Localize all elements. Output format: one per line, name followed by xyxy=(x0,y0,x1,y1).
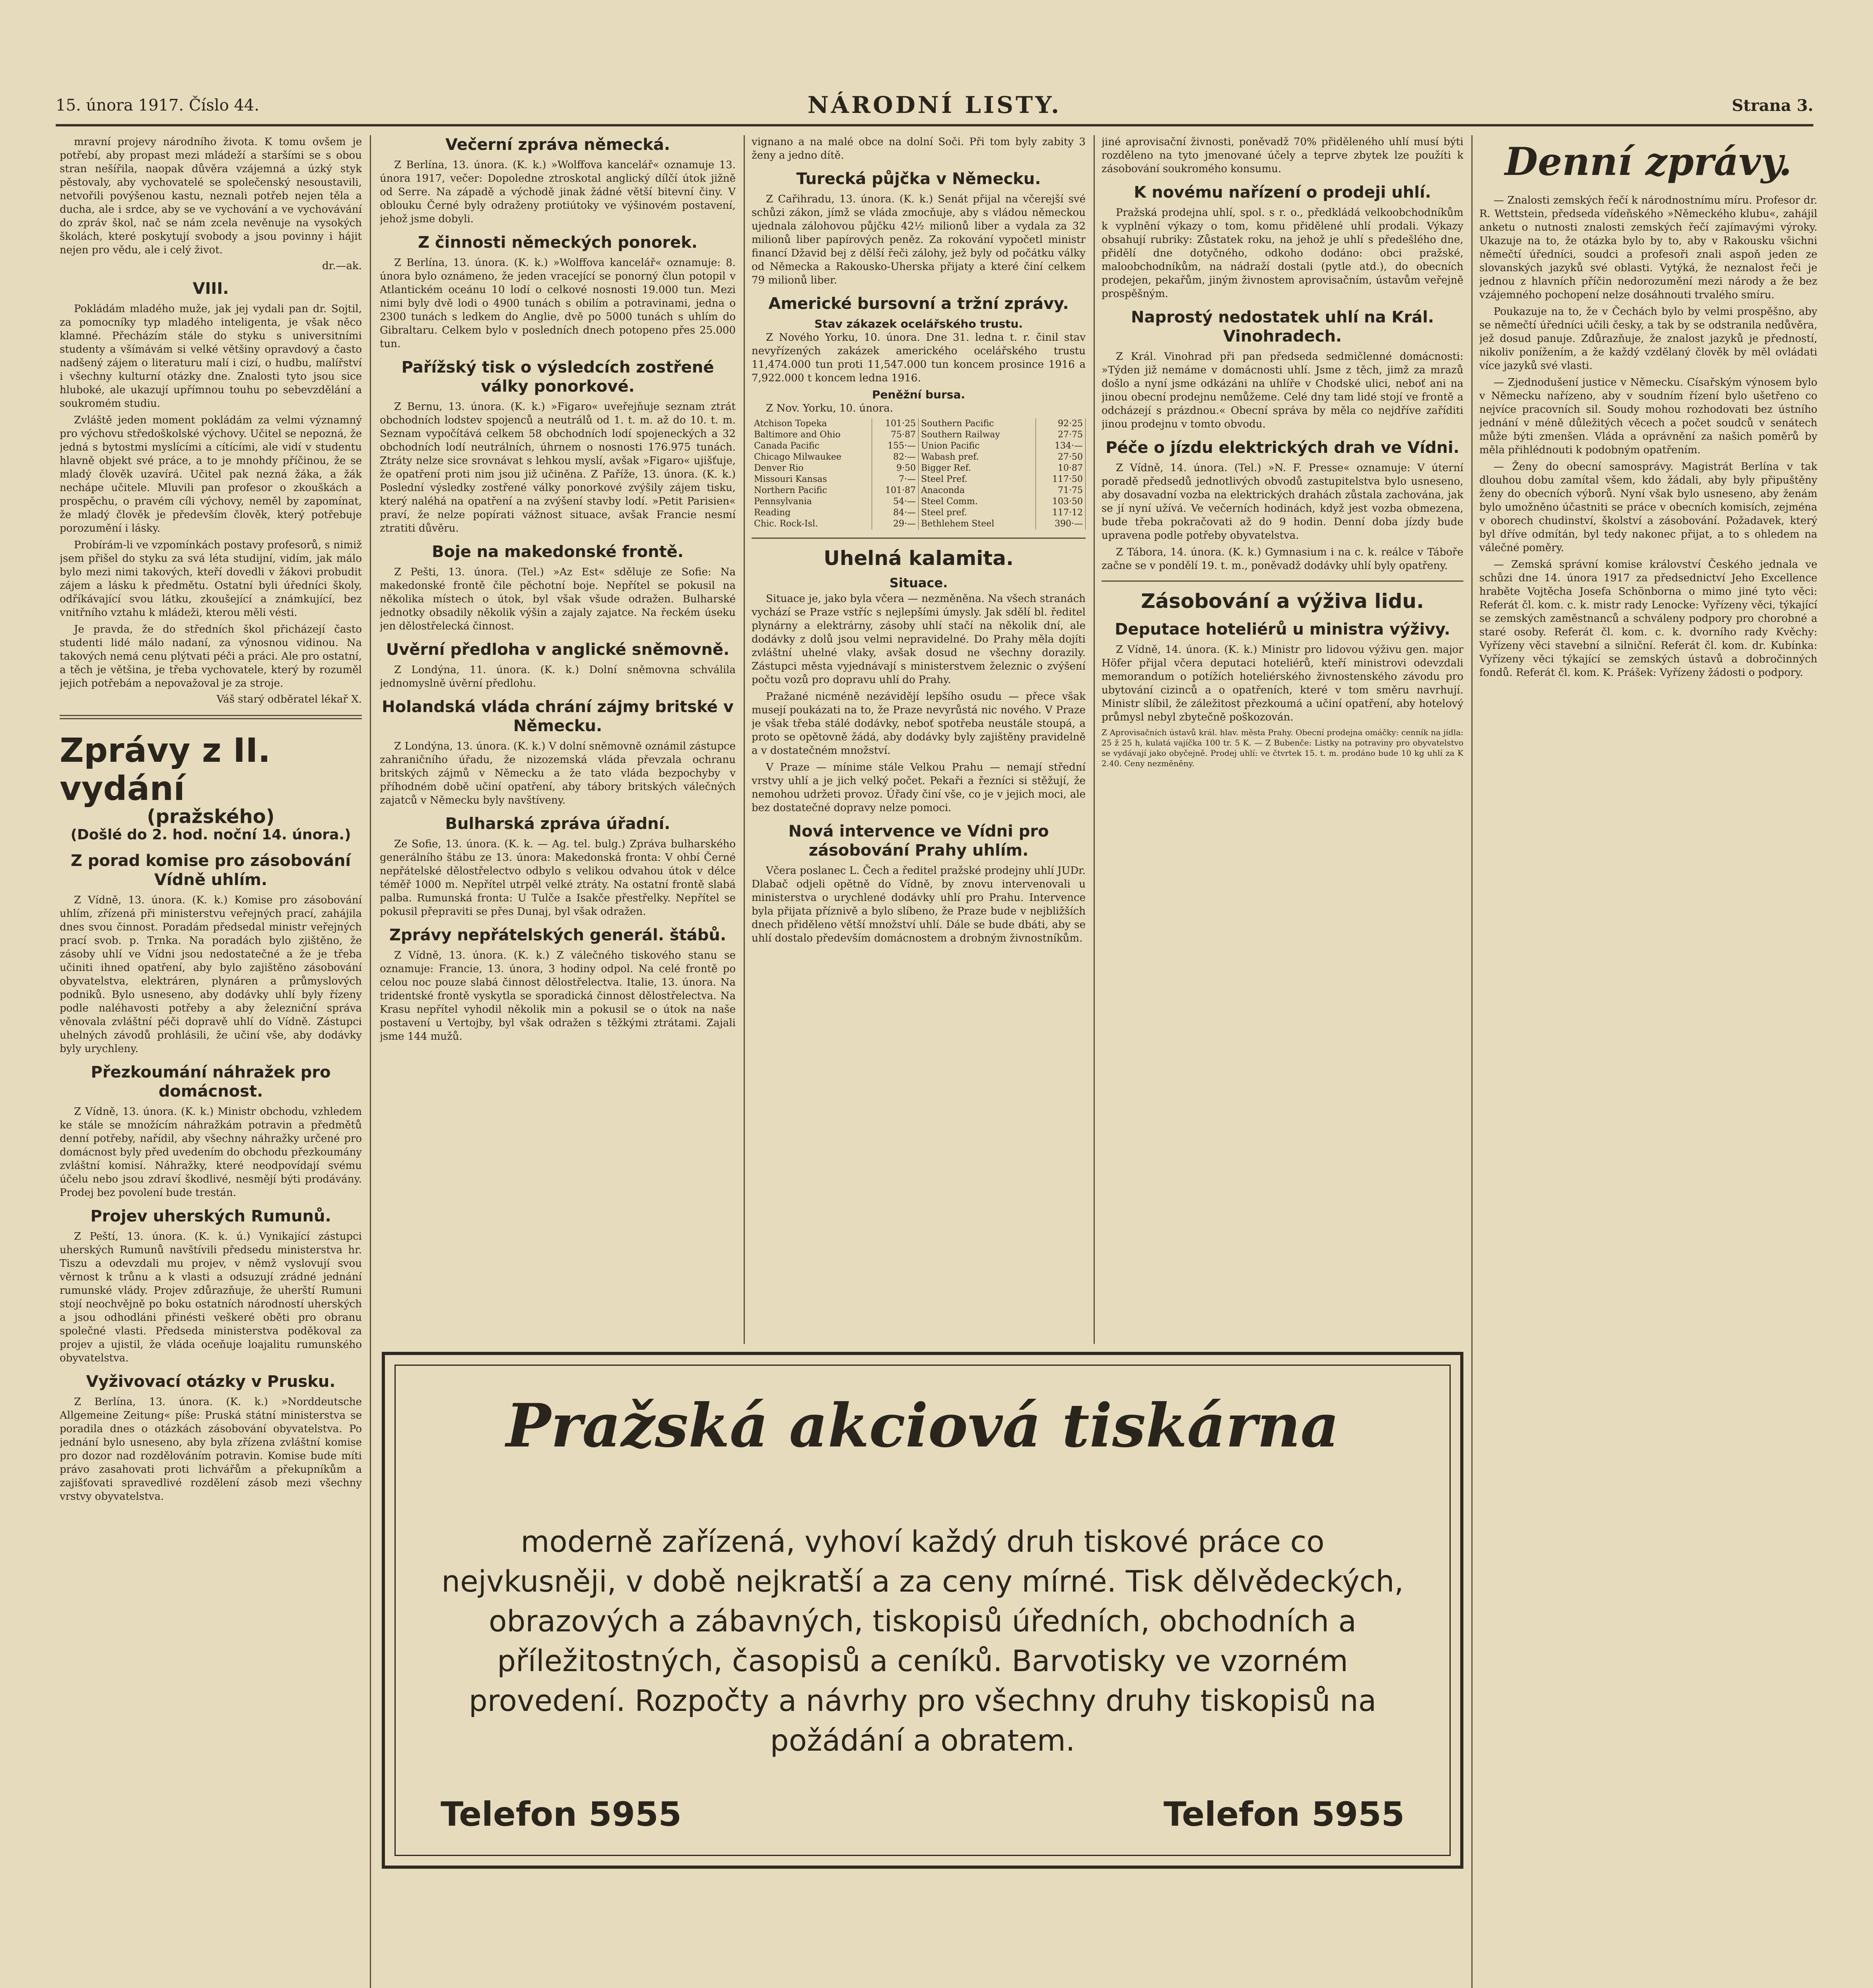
column-4 xyxy=(1102,135,1463,1344)
article-text: Pokládám mladého muže, jak jej vydali pan dr. Sojtil, za pomocníky typ mladého inteligenta, je však něco klamné. Přecházím stále do styku s universitními studenty a všímávám si velké většiny opravdový a často nadšený zájem o literaturu malí i cizí, o hudbu, malířství i všechny kulturní otázky dne. Znalosti tyto jsou sice hluboké, ale ukazují upřímnou touhu po sebevzdělání a soukromém studiu. xyxy=(60,303,362,410)
article-subheading: Situace. xyxy=(889,575,948,590)
ad-phone: Telefon 5955 xyxy=(441,1795,682,1834)
article-text: Z Vídně, 14. února. (K. k.) Ministr pro lidovou výživu gen. major Höfer přijal včera deputaci hoteliérů, kteří ministrovi odevzdali memorandum o potížích hoteliérského živnostenského závodu pro ubytování cizinců a o opatřeních, které v tom směru navrhují. Ministr slíbil, že záležitost přezkoumá a učiní opatření, aby hotelový průmysl nebyl zbytečně poškozován. xyxy=(1102,644,1463,723)
stock-name: Union Pacific xyxy=(919,441,1036,452)
article-heading: Z porad komise pro zásobování Vídně uhlím. xyxy=(70,852,351,889)
article-text: — Zjednodušení justice v Německu. Císařským výnosem bylo v Německu nařízeno, aby v soudním řízení bylo ušetřeno co nejvíce pracovních sil. Soudy mohou rozhodovati bez ústního jednání v méně důležitých věcech a počet soudců v senátech může býti zmenšen. Vláda a oprávnění za našich poměrů by měla přihlédnouti k podobným opatřením. xyxy=(1479,377,1817,456)
article-heading: Vyživovací otázky v Prusku. xyxy=(86,1373,336,1391)
article-text: Probírám-li ve vzpomínkách postavy profesorů, s nimiž jsem přišel do styku za svá léta studijní, vidím, jak málo bylo mezi nimi takových, kteří dovedli v žákovi probudit zájem a lásku k předmětu. Ostatní byli úředníci školy, odříkávající svou látku, zkoušející a známkující, bez vnitřního vztahu k mládeži, kterou měli vésti. xyxy=(60,539,362,619)
article-text: Z Nov. Yorku, 10. února. xyxy=(766,402,893,414)
article-text: — Zemská správní komise království Českého jednala ve schůzi dne 14. února 1917 za předsednictví Jeho Excellence hraběte Vojtěcha Josefa Schönborna o mimo jiné tyto věci: Referát čl. kom. c. k. mistr rady Lenocke: Vyřízeny věci, týkající se zemských zaměstnanců a schváleny podpory pro chorobné a staré osoby. Referát čl. kom. c. k. dvorního rady Kvěchy: Vyřízeny věci stavební a silniční. Referát čl. kom. dr. Kubínka: Vyřízeny věci týkající se zemských ústavů a dobročinných fondů. Referát čl. kom. K. Prášek: Vyřízeny žádosti o podpory. xyxy=(1479,559,1817,679)
article-text: Je pravda, že do středních škol přicházejí často studenti lidé málo nadaní, za výnosnou vidinou. Na takových nemá cenu plýtvati péči a práci. Ale pro ostatní, a těch je většina, je třeba vychovatele, který by rozuměl jejich potřebám a nepovažoval je za stroje. xyxy=(60,623,362,689)
stock-price: 71·75 xyxy=(1036,485,1085,496)
article-text: Z Tábora, 14. února. (K. k.) Gymnasium i na c. k. reálce v Táboře začne se v pondělí 19. t. m., poněvadž dodávky uhlí byly opatřeny. xyxy=(1102,546,1463,572)
column-rule xyxy=(370,135,371,1988)
article-heading: Uhelná kalamita. xyxy=(824,547,1014,570)
article-text: Z Vídně, 13. února. (K. k.) Ministr obchodu, vzhledem ke stále se množícím náhražkám potravin a předmětů denní potřeby, nařídil, aby všechny náhražky určené pro domácnost byly před uvedením do obchodu přezkoumány zvláštní komisí. Náhražky, které neodpovídají svému účelu nebo jsou zdraví škodlivé, nesmějí býti prodávány. Prodej bez povolení bude trestán. xyxy=(60,1106,362,1199)
article-heading: Boje na makedonské frontě. xyxy=(432,543,684,561)
article-text: mravní projevy národního života. K tomu ovšem je potřebí, aby propast mezi mládeží a staršími se s obou stran nešířila, naopak důvěra vzájemná a úzký styk pěstovaly, aby vychovatelé se společenský nesoustavili, netvořili povýšenou kastu, neznali potřeb nejen těla a ducha, ale i srdce, aby se ve vychování a ve vychovávání do zpráv škol, nač se nám zcela nevěnuje na vysokých školách, které poskytují svobody a jsou povinny i hájit nejen pro vědu, ale i celý život. xyxy=(60,136,362,256)
market-row xyxy=(752,518,919,530)
stock-name: Chicago Milwaukee xyxy=(752,452,872,463)
market-row xyxy=(919,418,1086,429)
stock-price: 82·— xyxy=(872,452,918,463)
article-heading: Zprávy nepřátelských generál. štábů. xyxy=(389,926,727,944)
divider xyxy=(60,715,362,719)
article-text: Z Bernu, 13. února. (K. k.) »Figaro« uveřejňuje seznam ztrát obchodních lodstev spojenců a neutrálů od 1. t. m. až do 10. t. m. Seznam vypočítává celkem 58 obchodních lodí spojeneckých a 32 obchodních lodí neutrálních, úhrnem o nosnosti 176.975 tunách. Ztráty nelze sice srovnávat s lehkou myslí, avšak »Figaro« ujišťuje, že opatření proti nim jsou již učiněna. Z Paříže, 13. února. (K. k.) Poslední výsledky zostřené války ponorkové zvýšily zájem tisku, který naléhá na opatření a na zvýšení stavby lodí. »Petit Parisien« praví, že nelze popírati vážnost situace, avšak Francie nesmí ztratiti důvěru. xyxy=(380,401,736,534)
market-row xyxy=(919,518,1086,530)
article-text: Z Vídně, 14. února. (Tel.) »N. F. Presse« oznamuje: V úterní poradě předsedů jednotlivých obvodů zastupitelstva bylo usneseno, aby dosavadní vozba na elektrických drahách zůstala zachována, jak se jí nyní užívá. Ve večerních hodinách, když jest vozba obmezena, bude třeba pokračovati až do 9 hodin. Denní doba jízdy bude upravena podle potřeby obyvatelstva. xyxy=(1102,462,1463,542)
article-heading: Z činnosti německých ponorek. xyxy=(418,233,698,252)
column-3 xyxy=(752,135,1086,1344)
stock-name: Baltimore and Ohio xyxy=(752,429,872,441)
market-row xyxy=(919,485,1086,496)
page-header xyxy=(56,88,1813,126)
article-heading: K novému nařízení o prodeji uhlí. xyxy=(1134,183,1431,202)
market-table-left xyxy=(752,418,919,530)
stock-price: 9·50 xyxy=(872,463,918,474)
stock-name: Reading xyxy=(752,507,872,518)
article-text: V Praze — mínime stále Velkou Prahu — nemají střední vrstvy uhlí a je jich velký počet. Pekaři a řezníci si stěžují, že nemohou udržeti provoz. Úřady činí vše, co je v jejich moci, ale bez dostatečné dopravy nelze pomoci. xyxy=(752,761,1086,814)
column-2 xyxy=(380,135,736,1344)
article-text: Z Londýna, 11. února. (K. k.) Dolní sněmovna schválila jednomyslně úvěrní předlohu. xyxy=(380,664,736,689)
stock-name: Southern Railway xyxy=(919,429,1036,441)
article-text: Situace je, jako byla včera — nezměněna. Na všech stranách vychází se Praze vstříc s nejlepšími úmysly. Jak sdělí bl. ředitel plynárny a elektrárny, zásoby uhlí stačí na několik dní, ale dodávky z dolů jsou velmi nepravidelné. Do Prahy měla dojíti zvláštní uhelné vlaky, avšak dosud ne všechny dorazily. Zástupci města vyjednávají s ministerstvem železnic o zvýšení počtu vozů pro dopravu uhlí do Prahy. xyxy=(752,593,1086,686)
stock-name: Anaconda xyxy=(919,485,1036,496)
stock-price: 7·— xyxy=(872,474,918,485)
stock-price: 155·— xyxy=(872,441,918,452)
market-row xyxy=(752,496,919,507)
market-row xyxy=(919,429,1086,441)
article-text: jiné aprovisační živnosti, poněvadž 70% přiděleného uhlí musí býti rozděleno na tyto jmenované účely a teprve zbytek lze použíti k zásobování soukromého konsumu. xyxy=(1102,136,1463,175)
market-row xyxy=(752,441,919,452)
article-text: Včera poslanec L. Čech a ředitel pražské prodejny uhlí JUDr. Dlabač odjeli opětně do Vídně, by znovu intervenovali u ministerstva o urychlené dodávky uhlí pro Prahu. Intervence byla přijata příznivě a bylo slíbeno, že Praze bude v nejbližších dnech přiděleno větší množství uhlí. Dále se bude dbáti, aby se uhlí dostalo především domácnostem a drobným živnostníkům. xyxy=(752,865,1086,944)
market-row xyxy=(752,474,919,485)
ad-phone: Telefon 5955 xyxy=(1164,1795,1405,1834)
article-text: vignano a na malé obce na dolní Soči. Při tom byly zabity 3 ženy a jedno dítě. xyxy=(752,136,1086,161)
article-heading: Přezkoumání náhražek pro domácnost. xyxy=(91,1063,331,1101)
divider xyxy=(1102,580,1463,582)
column-5 xyxy=(1479,135,1817,1988)
stock-price: 27·50 xyxy=(1036,452,1085,463)
article-text: Z Vídně, 13. února. (K. k.) Komise pro zásobování uhlím, zřízená při ministerstvu veřejných prací, zahájila dnes svou činnost. Poradám předsedal ministr veřejných prací svob. p. Trnka. Na poradách bylo zjištěno, že zásoby uhlí ve Vídni jsou nedostatečné a že je třeba učiniti ihned opatření, aby bylo zajištěno zásobování obyvatelstva, elektráren, plynáren a průmyslových podniků. Bylo usneseno, aby dodávky uhlí byly řízeny podle naléhavosti potřeby a aby železniční správa věnovala zvláštní péči dopravě uhlí do Vídně. Zástupci uhelných závodů prohlásili, že učiní vše, aby dodávky byly urychleny. xyxy=(60,894,362,1055)
stock-name: Steel Comm. xyxy=(919,496,1036,507)
market-row xyxy=(919,474,1086,485)
stock-name: Pennsylvania xyxy=(752,496,872,507)
market-row xyxy=(919,441,1086,452)
signature: Váš starý odběratel lékař X. xyxy=(216,693,362,705)
stock-name: Bethlehem Steel xyxy=(919,518,1036,530)
issue-date: 15. února 1917. Číslo 44. xyxy=(56,96,259,115)
stock-name: Canada Pacific xyxy=(752,441,872,452)
section-time: (Došlé do 2. hod. noční 14. února.) xyxy=(70,827,351,843)
market-row xyxy=(919,496,1086,507)
market-row xyxy=(919,463,1086,474)
stock-name: Wabash pref. xyxy=(919,452,1036,463)
page-number: Strana 3. xyxy=(1731,96,1813,115)
stock-price: 390·— xyxy=(1036,518,1085,530)
stock-price: 29·— xyxy=(872,518,918,530)
market-row xyxy=(752,463,919,474)
article-heading: Péče o jízdu elektrických drah ve Vídni. xyxy=(1106,439,1459,457)
article-text: Z Cařihradu, 13. února. (K. k.) Senát přijal na včerejší své schůzi zákon, jímž se vláda zmocňuje, aby s vládou německou ujednala zálohovou půjčku 42½ milionů liber a vydala za 32 milionů liber papírových peněz. Za rokování vypočetl ministr financí Džavid bej z dělší řeči zálohy, jež byly od počátku války od Německa a Rakousko-Uherska přijaty a které činí celkem 79 milionů liber. xyxy=(752,193,1086,286)
article-heading: Americké bursovní a tržní zprávy. xyxy=(768,295,1069,313)
article-heading: Holandská vláda chrání zájmy britské v Německu. xyxy=(382,698,734,735)
article-text: Zvláště jeden moment pokládám za velmi významný pro výchovu středoškolské výchovy. Učitel se nepozná, že jedná s bytostmi myslícími a cítícími, ale vidí v studentu hlavně objekt své práce, a to je mnohdy příčinou, že se mladý člověk uzavírá. Učitel pak nezná žáka, a žák nechápe učitele. Mluvili pan profesor o zkouškách a prospěchu, o pravém cíli výchovy, neměl by zapomínat, že mladý člověk je především člověk, který potřebuje porozumění i lásky. xyxy=(60,414,362,534)
market-row xyxy=(752,485,919,496)
stock-price: 117·50 xyxy=(1036,474,1085,485)
column-rule xyxy=(1471,135,1473,1988)
market-table xyxy=(752,418,1086,530)
section-heading: Zásobování a výživa lidu. xyxy=(1141,590,1424,613)
article-heading: Nová intervence ve Vídni pro zásobování Prahy uhlím. xyxy=(788,822,1049,860)
stock-price: 134·— xyxy=(1036,441,1085,452)
stock-name: Steel pref. xyxy=(919,507,1036,518)
stock-name: Denver Rio xyxy=(752,463,872,474)
article-text: Z Pešti, 13. února. (Tel.) »Az Est« sděluje ze Sofie: Na makedonské frontě čile pěchotní boje. Nepřítel se pokusil na několika místech o útok, byl však všude odražen. Bulharské jednotky obsadily několik výšin a zajaly zajatce. Na řeckém úseku jen dělostřelecká činnost. xyxy=(380,566,736,632)
section-title: Zprávy z II. vydání xyxy=(60,731,271,808)
article-heading: Pařížský tisk o výsledcích zostřené války ponorkové. xyxy=(401,358,714,396)
article-text: Pražané nicméně nezávidějí lepšího osudu — přece však musejí poukázati na to, že Praze nevyrůstá nic nového. V Praze je však třeba stálé dodávky, neboť spotřeba neustále stoupá, a proto se opětovně žádá, aby dodávky byly zajištěny pravidelně a v dostatečném množství. xyxy=(752,691,1086,757)
article-text: Z Berlína, 13. února. (K. k.) »Wolffova kancelář« oznamuje 13. února 1917, večer: Dopoledne ztroskotal anglický dílčí útok jižně od Serre. Na západě a východě jinak žádné větší bitevní činy. V oblouku Černé byly odraženy protiútoky ve výšinovém postavení, jehož jsme dobyli. xyxy=(380,159,736,225)
masthead: NÁRODNÍ LISTY. xyxy=(807,91,1062,118)
stock-price: 84·— xyxy=(872,507,918,518)
section-number: VIII. xyxy=(192,280,229,298)
article-subheading: Stav zákazek ocelářského trustu. xyxy=(814,317,1023,330)
article-text: Z Nového Yorku, 10. února. Dne 31. ledna t. r. činil stav nevyřízených zakázek amerického ocelářského trustu 11,474.000 tun proti 11,547.000 tun koncem prosince 1916 a 7,922.000 t koncem ledna 1916. xyxy=(752,332,1086,384)
stock-price: 75·87 xyxy=(872,429,918,441)
article-text: Z Berlína, 13. února. (K. k.) »Wolffova kancelář« oznamuje: 8. února bylo oznámeno, že jeden vracející se ponorný člun potopil v Atlantickém oceánu 10 lodí o celkové nosnosti 19.000 tun. Mezi nimi byly dvě lodi o 4900 tunách s obilím a potravinami, jedna o 2300 tunách s ledkem do Anglie, dvě po 5000 tunách s uhlím do Gibraltaru. Celkem bylo v posledních dnech potopeno přes 25.000 tun. xyxy=(380,257,736,350)
stock-price: 103·50 xyxy=(1036,496,1085,507)
column-1 xyxy=(60,135,362,1988)
ad-body: moderně zařízená, vyhoví každý druh tiskové práce co nejvkusněji, v době nejkratší a za ceny mírné. Tisk dělvědeckých, obrazových a zábavných, tiskopisů úředních, obchodních a příležitostných, časopisů a ceníků. Barvotisky ve vzorném provedení. Rozpočty a návrhy pro všechny druhy tiskopisů na požádání a obratem. xyxy=(441,1525,1404,1758)
stock-price: 54·— xyxy=(872,496,918,507)
article-text: Z Král. Vinohrad při pan předseda sedmičlenné domácnosti: »Týden již nemáme v domácnosti uhlí. Jsme z těch, jimž za mrazů došlo a nyní jsme odkázáni na uhlíře v Chodské ulici, neboť ani na jinou obecní prodejnu nemůžeme. Celé dny tam lidé stojí ve frontě a odcházejí s prázdnou.« Obecní správa by měla co nejdříve zaříditi jinou prodejnu v tomto obvodu. xyxy=(1102,351,1463,430)
advertisement xyxy=(382,1352,1463,1869)
article-text: Z Berlína, 13. února. (K. k.) »Norddeutsche Allgemeine Zeitung« píše: Pruská státní ministerstva se poradila dnes o otázkách zásobování obyvatelstva. Po jednání bylo usneseno, aby byla zřízena zvláštní komise pro dozor nad rozdělováním potravin. Komise bude míti právo zasahovati proti lichvářům a překupníkům a zajišťovati spravedlivé rozdělení zásob mezi všechny vrstvy obyvatelstva. xyxy=(60,1396,362,1503)
article-heading: Projev uherských Rumunů. xyxy=(90,1207,331,1225)
article-text: — Ženy do obecní samosprávy. Magistrát Berlína v tak dlouhou dobu zamítal všem, kdo žádali, aby byly připuštěny ženy do obecních výborů. Nyní však bylo usneseno, aby ženám bylo umožněno účastniti se práce v obecních komisích, zejména v oborech chudinství, školství a zásobování. Požadavek, který byl dříve odmítán, byl tedy nakonec přijat, a to s ohledem na válečné poměry. xyxy=(1479,461,1817,554)
stock-price: 10·87 xyxy=(1036,463,1085,474)
article-heading: Deputace hoteliérů u ministra výživy. xyxy=(1115,620,1450,639)
article-heading: Turecká půjčka v Německu. xyxy=(796,170,1041,188)
section-subtitle: (pražského) xyxy=(147,806,275,828)
article-heading: Bulharská zpráva úřadní. xyxy=(445,815,670,833)
market-row xyxy=(919,452,1086,463)
market-row xyxy=(752,452,919,463)
article-heading: Naprostý nedostatek uhlí na Král. Vinohradech. xyxy=(1131,308,1434,346)
article-heading: Večerní zpráva německá. xyxy=(445,136,670,154)
article-text: Pražská prodejna uhlí, spol. s r. o., předkládá velkoobchodníkům k vyplnění výkazy o tom, komu přidělené uhlí prodali. Výkazy obsahují rubriky: Zůstatek roku, na jehož je uhlí s předešlého dne, přidělí dne dotyčného, odkoho dodáno: obci pražské, maloobchodníkům, na nádraží dostali (pytle atd.), do obecních prodejen, pekařům, jiným živnostem aprovisačním, ústavům veřejně prospěšným. xyxy=(1102,207,1463,300)
divider xyxy=(752,538,1086,539)
stock-name: Steel Pref. xyxy=(919,474,1036,485)
stock-name: Atchison Topeka xyxy=(752,418,872,429)
column-rule xyxy=(744,135,745,1344)
article-text: Z Peští, 13. února. (K. k. ú.) Vynikající zástupci uherských Rumunů navštívili předsedu ministerstva hr. Tiszu a odevzdali mu projev, v němž vyslovují svou věrnost k trůnu a k vlasti a odsuzují zrádné jednání rumunské vlády. Projev zdůrazňuje, že uherští Rumuni stojí neochvějně po boku ostatních národností uherských a jsou odhodláni přinésti veškeré oběti pro obranu společné vlasti. Předseda ministerstva poděkoval za projev a ujistil, že vláda oceňuje loajalitu rumunského obyvatelstva. xyxy=(60,1231,362,1364)
article-text: Poukazuje na to, že v Čechách bylo by velmi prospěšno, aby se němečtí úředníci učili česky, a tak by se odstranila nedůvěra, jež dosud panuje. Zdůrazňuje, že znalost jazyků je předností, nikoliv ponížením, a že každý vzdělaný člověk by měl ovládati více jazyků své vlasti. xyxy=(1479,306,1817,372)
market-row xyxy=(752,507,919,518)
article-heading: Uvěrní předloha v anglické sněmovně. xyxy=(386,641,730,659)
stock-price: 27·75 xyxy=(1036,429,1085,441)
article-text: Z Vídně, 13. února. (K. k.) Z válečného tiskového stanu se oznamuje: Francie, 13. února, 3 hodiny odpol. Na celé frontě po celou noc pouze slabá činnost dělostřelectva. Italie, 13. února. Na tridentské frontě vyskytla se sporadická činnost dělostřelectva. Na Krasu nepřítel vyhodil několik min a pokusil se o útok na naše postavení u Vertojby, byl však odražen s těžkými ztrátami. Zajali jsme 144 mužů. xyxy=(380,949,736,1043)
signature: dr.—ak. xyxy=(322,260,362,272)
market-row xyxy=(752,418,919,429)
stock-name: Chic. Rock-Isl. xyxy=(752,518,872,530)
stock-price: 117·12 xyxy=(1036,507,1085,518)
article-text: Ze Sofie, 13. února. (K. k. — Ag. tel. bulg.) Zpráva bulharského generálního štábu ze 13. února: Makedonská fronta: V ohbí Černé nepřátelské dělostřelectvo odbylo s velikou odvahou útok v délce téměř 1000 m. Nepřítel utrpěl velké ztráty. Na ostatní frontě slabá palba. Rumunská fronta: U Tulče a Isakče přestřelky. Nepřítel se pokusil přepraviti se přes Dunaj, byl však odražen. xyxy=(380,838,736,918)
section-title: Denní zprávy. xyxy=(1504,139,1792,184)
market-row xyxy=(752,429,919,441)
notice-text: Z Aprovisačních ústavů král. hlav. města Prahy. Obecní prodejna omáčky: cenník na jídla: 25 ž 25 h, kulatá vajíčka 100 tr. 5 K. — Z Bubenče: Listky na potraviny pro obyvatelstvo se vydávají jako obyčejně. Prodej uhlí: ve čtvrtek 15. t. m. prodáno bude 10 kg uhlí za K 2.40. Ceny nezměněny. xyxy=(1102,728,1463,768)
stock-name: Southern Pacific xyxy=(919,418,1036,429)
article-text: Z Londýna, 13. února. (K. k.) V dolní sněmovně oznámil zástupce zahraničního úřadu, že nizozemská vláda převzala ochranu britských zájmů v Německu a že tato vláda bezpochyby v příhodném době učiní opatření, aby tábory britských válečných zajatců v Německu byly navštíveny. xyxy=(380,740,736,806)
market-table-right xyxy=(919,418,1086,530)
stock-price: 101·87 xyxy=(872,485,918,496)
ad-title: Pražská akciová tiskárna xyxy=(506,1391,1339,1461)
stock-name: Bigger Ref. xyxy=(919,463,1036,474)
article-subheading: Peněžní bursa. xyxy=(872,388,965,401)
column-rule xyxy=(1094,135,1095,1344)
stock-name: Missouri Kansas xyxy=(752,474,872,485)
market-row xyxy=(919,507,1086,518)
article-text: — Znalosti zemských řečí k národnostnímu míru. Profesor dr. R. Wettstein, předseda vídeňského »Německého klubu«, zahájil anketu o nutnosti znalosti zemských řečí zajímavými výroky. Ukazuje na to, že otázka bylo by to, aby v Rakousku všichni němečtí úředníci, soudci a profesoři znali aspoň jeden ze slovanských jazyků své oblasti. Vytýká, že neznalost řeči je jednou z hlavních příčin nedorozumění mezi národy a že bez vzájemného pochopení nelze dosáhnouti trvalého smíru. xyxy=(1479,194,1817,301)
stock-name: Northern Pacific xyxy=(752,485,872,496)
stock-price: 92·25 xyxy=(1036,418,1085,429)
stock-price: 101·25 xyxy=(872,418,918,429)
